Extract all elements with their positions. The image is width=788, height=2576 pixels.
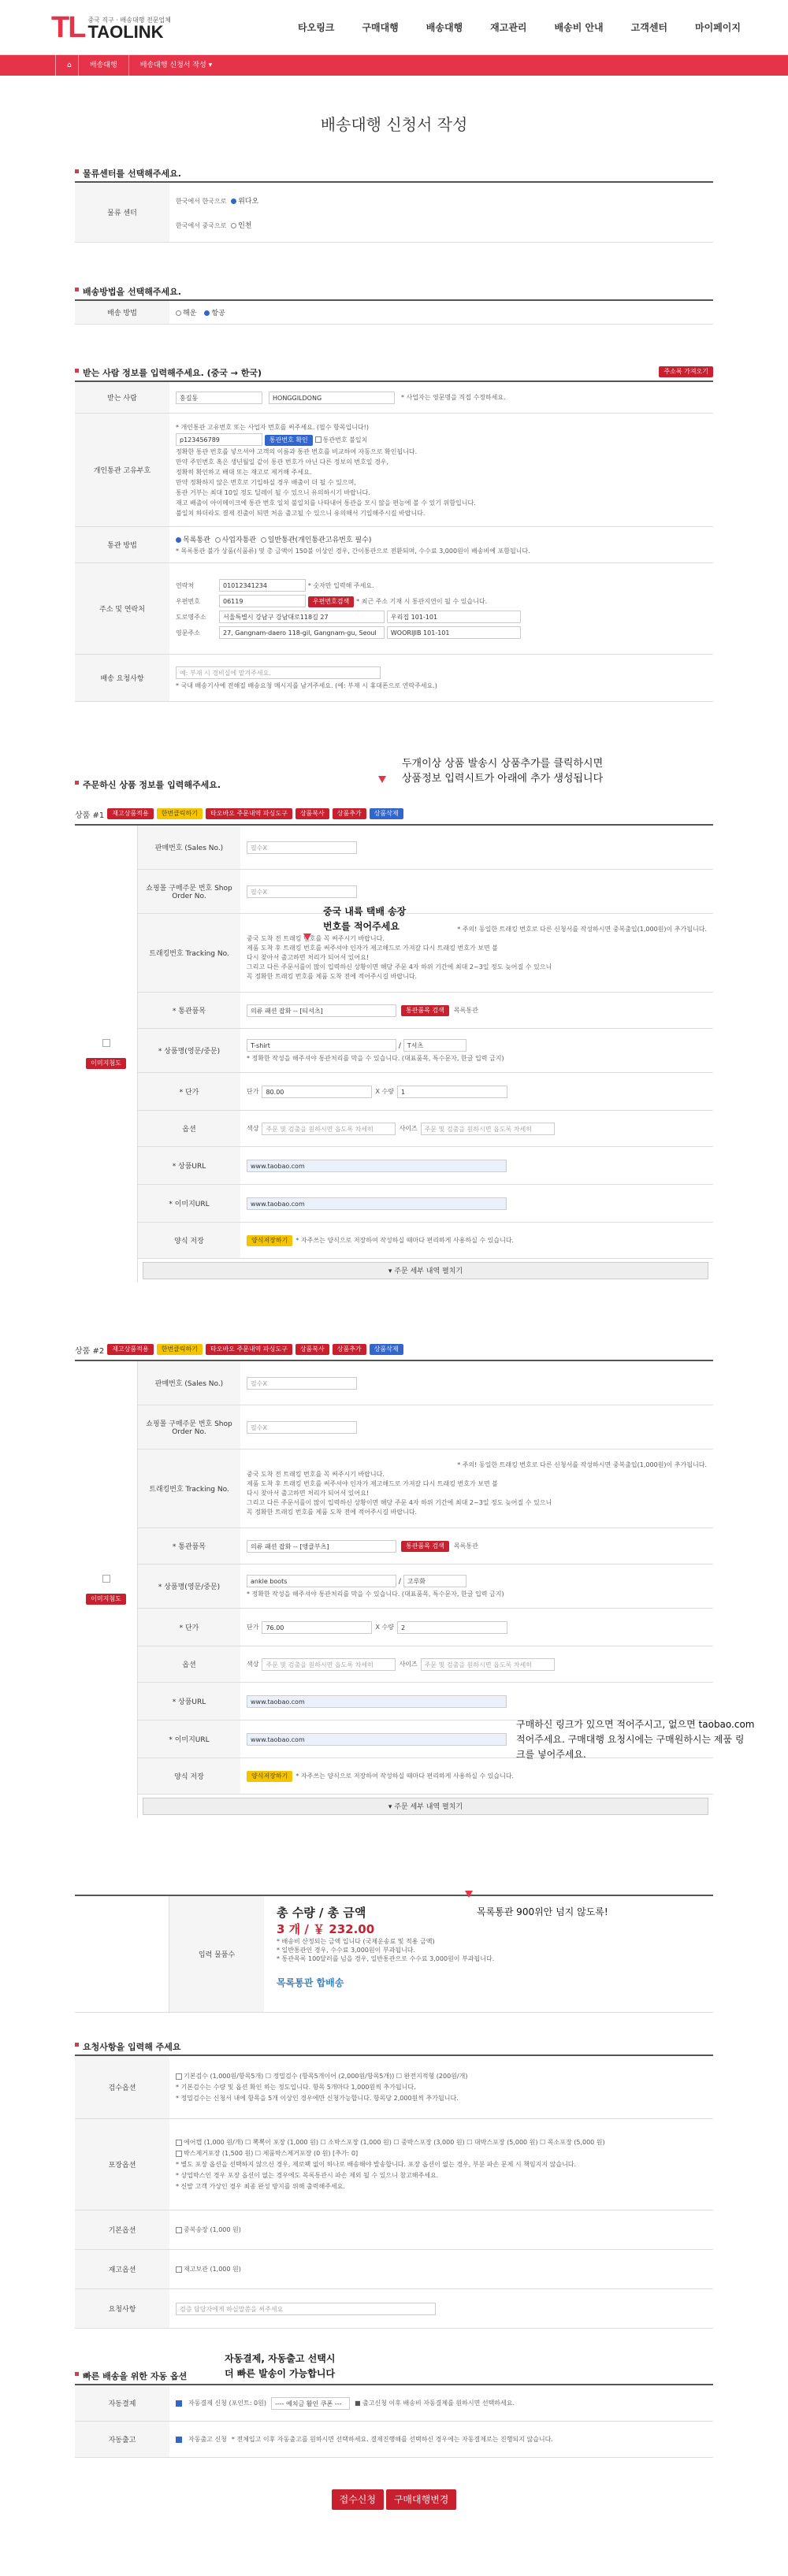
category-search-button[interactable]: 통관품목 검색 (401, 1005, 449, 1016)
logo-brand: TAOLINK (87, 22, 164, 42)
delete-product-button[interactable]: 상품삭제 (370, 1344, 403, 1355)
product-block-1: 상품 #1 재고상품적용 한번클릭하기 타오바오 주문내역 파싱도구 상품복사 상품추가 상품삭제 이미지첨도 판매번호 (Sales No.) 필수X 쇼핑몰 구매주문 번호 Shop Order No. 필수X 트래킹번호 Tracking No. * 주의! 동일한 트래킹 번호로 다른 신청서를 작성하시면 중복출입(1,000원)이 추가됩니다. 중국 도착 전 트래킹 번호를 꼭 써주시기 바랍니다. 제품 도착 후 트래킹 번호를 써주셔야 인자가 제고해드로 가져갈 다시 트래킹 번호가 보면 볼 다시 찾아서 출고하면 처리가 되어서 있어요! 그리고 다른 주문서를이 많이 입력하신 상황이면 해당 주문 4자 하위 기간에 최대 2~3일 정도 늦어질 수 있으니 꼭 정확한 트래킹 번호를 제품 도착 전에 적어주시길 바랍니다. * 통관품목 의류 패션 잡화 -- [티셔츠] 통관품목 검색 목록통관 * 상품명(영문/중문) T-shirt / T셔츠 * 정확한 작성을 해주셔야 통관처리를 막을 수 있습니다. (대표품목, 특수문자, 한글 입력 금지) * 단가 단가 80.00 X 수량 1 옵션 색상 주문 및 검출을 원하시면 옵도록 차세히 사이즈 주문 및 검출을 원하시면 옵도록 차세히 * 상품URL www.taobao.com * 이미지URL www.taobao.com 양식 저장 양식저장하기 * 자주쓰는 양식으로 저장하여 작성하실 때마다 편리하게 사용하실 수 있습니다. ▾ 주문 세부 내역 펼치기 (75, 804, 713, 1282)
zip-search-button[interactable]: 우편번호검색 (308, 596, 354, 607)
taobao-parse-button[interactable]: 타오바오 주문내역 파싱도구 (206, 808, 292, 819)
section-title: 받는 사람 정보를 입력해주세요. (중국 → 한국) (75, 366, 713, 380)
section-requests: 요청사항을 입력해 주세요 검수옵션 기본검수 (1,000원/항목5개) ☐ 정밀검수 (항목5개이어 (2,000원/항목5개)) ☐ 완전지적형 (200원/개) * 기본검수는 수량 및 옵션 확인 하는 정도입니다. 항목 5개마다 1,000원씩 추가됩니다. * 정밀검수는 신청서 내에 항목을 5개 이상인 경우에만 신청가능합니다. 항목당 2,000원씩 추가됩니다. 포장옵션 에어캡 (1,000 원/개) ☐ 뽁뽁이 포장 (1,000 원) ☐ 소박스포장 (1,000 원) ☐ 중박스포장 (3,000 원) ☐ 대박스포장 (5,000 원) ☐ 목소포장 (5,000 원) 박스제거포장 (1,500 원) ☐ 제품박스제거포장 (0 원) [추가: 0] * 별도 포장 옵션을 선택하지 않으신 경우, 제로팩 없이 하나로 배송해야 발송합니다. 포장 옵션이 없는 경우, 부분 파손 문제 시 책임지지 않습니다. * 상업박스인 경우 포장 옵션이 없는 경우에도 목록통관시 파손 제외 될 수 있으니 참고해주세요. * 신발 고객 가상인 경우 최종 완성 방지를 위해 출력해주세요. 기본옵션 중복송장 (1,000 원) 재고옵션 재고보관 (1,000 원) 요청사항 검증 담당자에게 하실말씀을 써주세요 (75, 2040, 713, 2329)
stock-apply-button[interactable]: 재고상품적용 (107, 808, 153, 819)
basic-option-check[interactable] (176, 2227, 182, 2233)
zip-input[interactable]: 06119 (219, 595, 306, 607)
category-search-button[interactable]: 통관품목 검색 (401, 1541, 449, 1552)
total-value: 3 개 / ￥ 232.00 (277, 1922, 375, 1936)
warehouse-label: 물류 센터 (75, 183, 169, 242)
one-click-button[interactable]: 한번클릭하기 (157, 1344, 203, 1355)
logo-mark: TL (51, 11, 85, 44)
annotation-auto: 자동결제, 자동출고 선택시 더 빠른 발송이 가능합니다 (225, 2353, 336, 2379)
pack-check[interactable] (176, 2140, 182, 2146)
bottom-actions (0, 2489, 788, 2510)
main-nav (298, 20, 741, 34)
road-address-detail[interactable]: 우리집 101-101 (387, 611, 521, 623)
section-totals: 입력 물품수 총 수량 / 총 금액 3 개 / ￥ 232.00 * 배송비 산정되는 금액 입니다 (국제운송료 및 적용 금액) * 일반통관인 경우, 수수료 3,000원이 부과됩니다. * 통관목록 100달러를 넘을 경우, 일반통관으로 수수료 3,000원이 부과됩니다. 목록통관 합배송 (75, 1895, 713, 2013)
clear-general-radio[interactable] (261, 537, 266, 543)
one-click-button[interactable]: 한번클릭하기 (157, 808, 203, 819)
stock-option-check[interactable] (176, 2266, 182, 2273)
section-title: 빠른 배송을 위한 자동 옵션 (75, 2370, 713, 2384)
product-name-en[interactable]: ankle boots (247, 1575, 396, 1587)
expand-details-button[interactable]: ▾ 주문 세부 내역 펼치기 (143, 1798, 708, 1815)
taobao-parse-button[interactable]: 타오바오 주문내역 파싱도구 (206, 1344, 292, 1355)
warehouse-radio-1[interactable] (231, 199, 236, 204)
copy-product-button[interactable]: 상품복사 (296, 1344, 329, 1355)
nav-taolink[interactable]: 타오링크 (298, 22, 335, 33)
image-url-input[interactable]: www.taobao.com (247, 1733, 507, 1746)
eng-address-input[interactable]: 27, Gangnam-daero 118-gil, Gangnam-gu, Seoul (219, 626, 385, 639)
warehouse-radio-2[interactable] (231, 223, 236, 228)
phone-input[interactable]: 01012341234 (219, 579, 306, 592)
sales-no-input[interactable]: 필수X (247, 841, 357, 854)
product-url-input[interactable]: www.taobao.com (247, 1160, 507, 1172)
auto-pay-check[interactable] (176, 2400, 182, 2407)
combined-shipping-link[interactable]: 목록통관 합배송 (277, 1977, 344, 1988)
nav-stock[interactable]: 재고관리 (490, 22, 527, 33)
expand-details-button[interactable]: ▾ 주문 세부 내역 펼치기 (143, 1262, 708, 1279)
auto-ship-check[interactable] (176, 2437, 182, 2443)
coupon-select[interactable]: ---- 예치금 활인 쿠폰 --- (271, 2397, 350, 2410)
nav-shipping[interactable]: 배송대행 (426, 22, 463, 33)
add-product-button[interactable]: 상품추가 (333, 1344, 366, 1355)
annotation-tracking: 중국 내륙 택배 송장 번호를 적어주세요 (323, 906, 407, 932)
arrow-icon (303, 934, 311, 941)
customs-check-button[interactable]: 통관번호 확인 (265, 435, 313, 446)
section-warehouse: 물류센터를 선택해주세요. 물류 센터 한국에서 한국으로 위다오 한국에서 중국으로 인천 (75, 167, 713, 243)
breadcrumb-form[interactable]: 배송대행 신청서 작성 ▾ (128, 55, 223, 76)
product-name-cn[interactable]: T셔츠 (403, 1039, 466, 1052)
qty-input[interactable]: 2 (397, 1621, 507, 1634)
breadcrumb-shipping[interactable]: 배송대행 (78, 55, 128, 76)
annotation-url: 구매하신 링크가 있으면 적어주시고, 없으면 taobao.com 적어주세요. 구매대행 요청시에는 구매원하시는 제품 링 크를 넣어주세요. (516, 1719, 755, 1760)
delivery-request-input[interactable]: 예: 부재 시 경비실에 맡겨주세요. (176, 666, 381, 679)
page-title: 배송대행 신청서 작성 (320, 115, 468, 134)
save-template-button[interactable]: 양식저장하기 (247, 1235, 292, 1246)
section-title: 주문하신 상품 정보를 입력해주세요. (75, 778, 713, 792)
product-url-input[interactable]: www.taobao.com (247, 1695, 507, 1708)
price-input[interactable]: 76.00 (262, 1621, 372, 1634)
request-input[interactable]: 검증 담당자에게 하실말씀을 써주세요 (176, 2303, 436, 2315)
category-select[interactable]: 의류 패션 잡화 -- [앵클부츠] (247, 1540, 396, 1553)
nav-fee[interactable]: 배송비 안내 (554, 22, 604, 33)
shop-order-input[interactable]: 필수X (247, 1421, 357, 1434)
option-size-input[interactable]: 주문 및 검출을 원하시면 옵도록 차세히 (421, 1658, 555, 1671)
switch-purchase-button[interactable]: 구매대행변경 (386, 2489, 457, 2510)
shop-order-input[interactable]: 필수X (247, 885, 357, 898)
arrow-icon (465, 1891, 473, 1898)
option-size-input[interactable]: 주문 및 검출을 원하시면 옵도록 차세히 (421, 1123, 555, 1135)
clear-business-radio[interactable] (215, 537, 221, 543)
address-book-button[interactable]: 주소록 가져오기 (659, 366, 713, 377)
section-title: 배송방법을 선택해주세요. (75, 285, 713, 299)
copy-product-button[interactable]: 상품복사 (296, 808, 329, 819)
stock-apply-button[interactable]: 재고상품적용 (107, 1344, 153, 1355)
customs-number-input[interactable]: p123456789 (176, 433, 262, 446)
product-name-en[interactable]: T-shirt (247, 1039, 396, 1052)
add-product-button[interactable]: 상품추가 (333, 808, 366, 819)
product-image (102, 1575, 110, 1583)
section-title: 물류센터를 선택해주세요. (75, 167, 713, 181)
section-title: 요청사항을 입력해 주세요 (75, 2040, 713, 2054)
receiver-name-kr[interactable]: 홍길동 (176, 392, 262, 404)
logo-subtitle: 중국 직구 · 배송대행 전문업체 (87, 17, 171, 24)
breadcrumb (0, 55, 788, 76)
clear-list-radio[interactable] (176, 537, 181, 543)
price-input[interactable]: 80.00 (262, 1086, 372, 1098)
delete-product-button[interactable]: 상품삭제 (370, 808, 403, 819)
site-header (0, 0, 788, 55)
image-attach-button[interactable]: 이미지첨도 (86, 1058, 126, 1069)
nav-purchase[interactable]: 구매대행 (362, 22, 399, 33)
option-color-input[interactable]: 주문 및 검출을 원하시면 옵도록 차세히 (262, 1658, 396, 1671)
road-address-input[interactable]: 서울특별시 강남구 강남대로118길 27 (219, 611, 385, 623)
home-icon[interactable]: ⌂ (55, 55, 78, 76)
shipping-method-label: 배송 방법 (75, 301, 169, 324)
inspect-check[interactable] (176, 2073, 182, 2080)
site-logo[interactable] (51, 11, 171, 45)
product-block-2: 상품 #2 재고상품적용 한번클릭하기 타오바오 주문내역 파싱도구 상품복사 상품추가 상품삭제 이미지첨도 판매번호 (Sales No.) 필수X 쇼핑몰 구매주문 번호 Shop Order No. 필수X 트래킹번호 Tracking No. * 주의! 동일한 트래킹 번호로 다른 신청서를 작성하시면 중복출입(1,000원)이 추가됩니다. 중국 도착 전 트래킹 번호를 꼭 써주시기 바랍니다. 제품 도착 후 트래킹 번호를 써주셔야 인자가 제고해드로 가져갈 다시 트래킹 번호가 보면 볼 다시 찾아서 출고하면 처리가 되어서 있어요! 그리고 다른 주문서를이 많이 입력하신 상황이면 해당 주문 4자 하위 기간에 최대 2~3일 정도 늦어질 수 있으니 꼭 정확한 트래킹 번호를 제품 도착 전에 적어주시길 바랍니다. * 통관품목 의류 패션 잡화 -- [앵클부츠] 통관품목 검색 목록통관 * 상품명(영문/중문) ankle boots / 고루화 * 정확한 작성을 해주셔야 통관처리를 막을 수 있습니다. (대표품목, 특수문자, 한글 입력 금지) * 단가 단가 76.00 X 수량 2 옵션 색상 주문 및 검출을 원하시면 옵도록 차세히 사이즈 주문 및 검출을 원하시면 옵도록 차세히 * 상품URL www.taobao.com * 이미지URL www.taobao.com 양식 저장 양식저장하기 * 자주쓰는 양식으로 저장하여 작성하실 때마다 편리하게 사용하실 수 있습니다. ▾ 주문 세부 내역 펼치기 (75, 1339, 713, 1818)
nav-support[interactable]: 고객센터 (630, 22, 668, 33)
eng-address-detail[interactable]: WOORIJIB 101-101 (387, 626, 521, 639)
customs-mismatch-check[interactable] (315, 436, 322, 443)
section-auto-options: 빠른 배송을 위한 자동 옵션 자동결제 자동결제 신청 (포인트: 0원) ---- 예치금 활인 쿠폰 --- ■ 출고신청 이후 배송비 자동결제를 원하시면 선택하세요. 자동출고 자동출고 신청 * 전체입고 이후 자동출고를 원하시면 선택하세요. 결제진행해를 선택하신 경우에는 자동결제로는 진행되지 않습니다. (75, 2370, 713, 2458)
option-color-input[interactable]: 주문 및 검출을 원하시면 옵도록 차세히 (262, 1123, 396, 1135)
total-title: 총 수량 / 총 금액 (277, 1906, 366, 1920)
annotation-add-product: 두개이상 상품 발송시 상품추가를 클릭하시면 상품정보 입력시트가 아래에 추가 생성됩니다 (402, 758, 604, 785)
product-name-cn[interactable]: 고루화 (403, 1575, 466, 1587)
section-products (75, 778, 713, 792)
section-shipping-method: 배송방법을 선택해주세요. 배송 방법 해운 항공 (75, 285, 713, 325)
sales-no-input[interactable]: 필수X (247, 1377, 357, 1390)
submit-button[interactable]: 접수신청 (332, 2489, 384, 2510)
sea-radio[interactable] (176, 310, 181, 316)
annotation-limit: 목록통관 900위안 넘지 않도록! (477, 1906, 608, 1917)
product-image (102, 1039, 110, 1047)
section-receiver: 받는 사람 정보를 입력해주세요. (중국 → 한국) 주소록 가져오기 받는 사람 홍길동 HONGGILDONG * 사업자는 영문명을 직접 수정하세요. 개인통관 고유부호 * 개인통관 고유번호 또는 사업자 번호를 써주세요. (필수 항목입니다!) p123456789 통관번호 확인 통관번호 불일치 정확한 통관 번호를 넣으셔야 고객의 이름과 통관 번호를 비교하여 자동으로 확인됩니다. 만약 주민번호 혹은 생년월일 같이 통관 번호가 아닌 다른 정보의 번호일 경우, 정확히 확인하고 배대 또는 재고로 제거해 주세요. 만약 정확하지 않은 번호로 기입하실 경우 배출이 더 될 수 있으며, 통관 거부는 최대 10일 정도 딜레이 될 수 있으니 유의하시기 바랍니다. 재고 배출이 아이메이크에 통관 번호 일치 불일치를 나타내어 통관을 모시 않을 편능에 볼 수 있기 위함입니다. 불일치 하더라도 결제 진출이 되면 처음 출고될 수 있으니 유의해서 기입해주시길 바랍니다. 통관 방법 목록통관 사업자통관 일반통관(개인통관고유번호 필수) * 목록통관 불가 상품(식품류) 및 총 금액이 150불 이상인 경우, 간이통관으로 전환되며, 수수료 3,000원이 배송비에 포함됩니다. 주소 및 연락처 연락처 01012341234 * 숫자만 입력해 주세요. 우편번호 06119 우편번호검색 * 최근 주소 기재 시 통관지연이 될 수 있습니다. 도로명주소 서울특별시 강남구 강남대로118길 27 우리집 101-101 영문주소 27, Gangnam-daero 118-gil, Gangnam-gu, Seoul WOORIJIB 101-101 배송 요청사항 예: 부재 시 경비실에 맡겨주세요. * 국내 배송기사에 전해질 배송요청 메시지를 남겨주세요. (예: 부재 시 휴대폰으로 연락주세요.) (75, 366, 713, 702)
air-radio[interactable] (204, 310, 210, 316)
save-template-button[interactable]: 양식저장하기 (247, 1771, 292, 1782)
image-attach-button[interactable]: 이미지첨도 (86, 1594, 126, 1605)
image-url-input[interactable]: www.taobao.com (247, 1197, 507, 1210)
category-select[interactable]: 의류 패션 잡화 -- [티셔츠] (247, 1004, 396, 1017)
nav-mypage[interactable]: 마이페이지 (695, 22, 741, 33)
receiver-name-en[interactable]: HONGGILDONG (269, 392, 395, 404)
pack-check-2[interactable] (176, 2151, 182, 2157)
qty-input[interactable]: 1 (397, 1086, 507, 1098)
